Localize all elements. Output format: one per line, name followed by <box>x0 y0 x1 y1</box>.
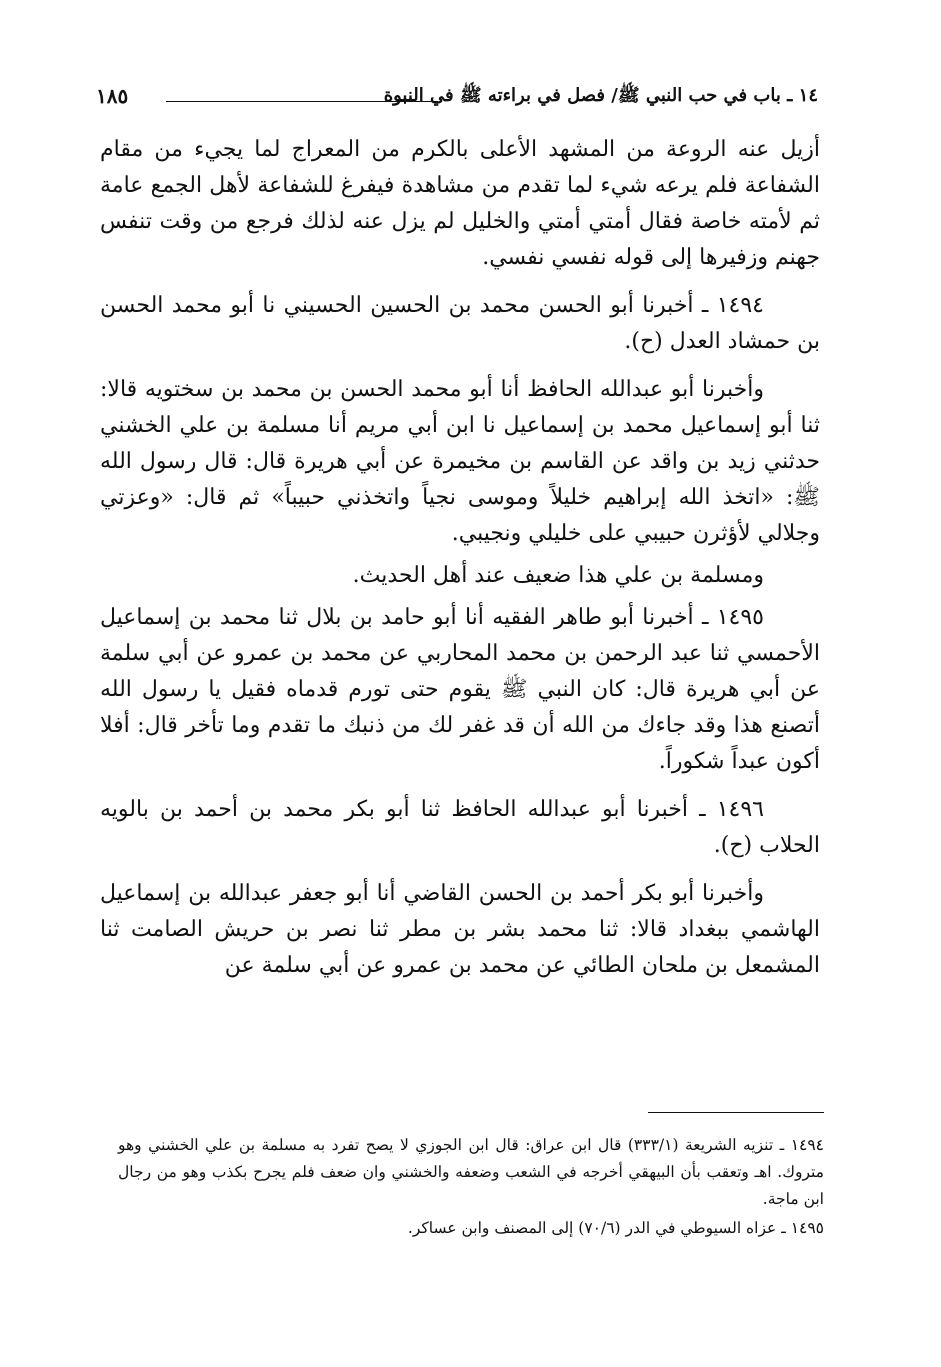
hadith-1496-chain: ١٤٩٦ ـ أخبرنا أبو عبدالله الحافظ ثنا أبو بكر محمد بن أحمد بن بالويه الحلاب (ح). <box>100 797 820 858</box>
hadith-1494-text: وأخبرنا أبو عبدالله الحافظ أنا أبو محمد الحسن بن محمد بن سختويه قالا: ثنا أبو إسماعيل محمد بن إسماعيل نا ابن أبي مريم أنا مسلمة بن علي الخشني حدثني زيد بن واقد عن القاسم بن مخيمرة عن أبي هريرة قال: قال رسول الله ﷺ: «اتخذ الله إبراهيم خليلاً وموسى نجياً واتخذني حبيباً» ثم قال: «وعزتي وجلالي لأؤثرن حبيبي على خليلي ونجيبي. <box>100 377 820 546</box>
paragraph-continuation: أزيل عنه الروعة من المشهد الأعلى بالكرم من المعراج لما يجيء من مقام الشفاعة فلم يرعه شيء لما تقدم من مشاهدة فيفرغ للشفاعة لأهل الجمع عامة ثم لأمته خاصة فقال أمتي أمتي والخليل لم يزل عنه لذلك فرجع من وقت تنفس جهنم وزفيرها إلى قوله نفسي نفسي. <box>100 137 820 270</box>
footnote-separator <box>648 1112 824 1113</box>
footnote-1494: ١٤٩٤ ـ تنزيه الشريعة (٣٣٣/١) قال ابن عراق: قال ابن الجوزي لا يصح تفرد به مسلمة بن علي الخشني وهو متروك. اهـ وتعقب بأن البيهقي أخرجه في الشعب وضعفه والخشني وان ضعف فلم يجرح بكذب وهو من رجال ابن ماجة. <box>118 1136 824 1208</box>
hadith-1495: ١٤٩٥ ـ أخبرنا أبو طاهر الفقيه أنا أبو حامد بن بلال ثنا محمد بن إسماعيل الأحمسي ثنا عبد الرحمن بن محمد المحاربي عن محمد بن عمرو عن أبي سلمة عن أبي هريرة قال: كان النبي ﷺ يقوم حتى تورم قدماه فقيل يا رسول الله أتصنع هذا وقد جاءك من الله أن قد غفر لك من ذنبك ما تقدم وما تأخر قال: أفلا أكون عبداً شكوراً. <box>100 605 820 774</box>
chapter-title: ١٤ ـ باب في حب النبي ﷺ/ فصل في براءته ﷺ في النبوة <box>383 85 818 106</box>
main-text <box>100 132 820 996</box>
footnote-1495: ١٤٩٥ ـ عزاه السيوطي في الدر (٧٠/٦) إلى المصنف وابن عساكر. <box>407 1219 824 1237</box>
hadith-1494-grading: ومسلمة بن علي هذا ضعيف عند أهل الحديث. <box>352 563 764 588</box>
hadith-1494-chain: ١٤٩٤ ـ أخبرنا أبو الحسن محمد بن الحسين الحسيني نا أبو محمد الحسن بن حمشاد العدل (ح). <box>100 293 820 354</box>
header-rule <box>166 101 438 102</box>
page-number: ١٨٥ <box>96 84 129 108</box>
running-header <box>96 84 818 120</box>
hadith-1496-text: وأخبرنا أبو بكر أحمد بن الحسن القاضي أنا أبو جعفر عبدالله بن إسماعيل الهاشمي ببغداد قالا: ثنا محمد بشر بن مطر ثنا نصر بن حريش الصامت ثنا المشمعل بن ملحان الطائي عن محمد بن عمرو عن أبي سلمة عن <box>100 881 821 978</box>
footnotes <box>118 1132 824 1244</box>
